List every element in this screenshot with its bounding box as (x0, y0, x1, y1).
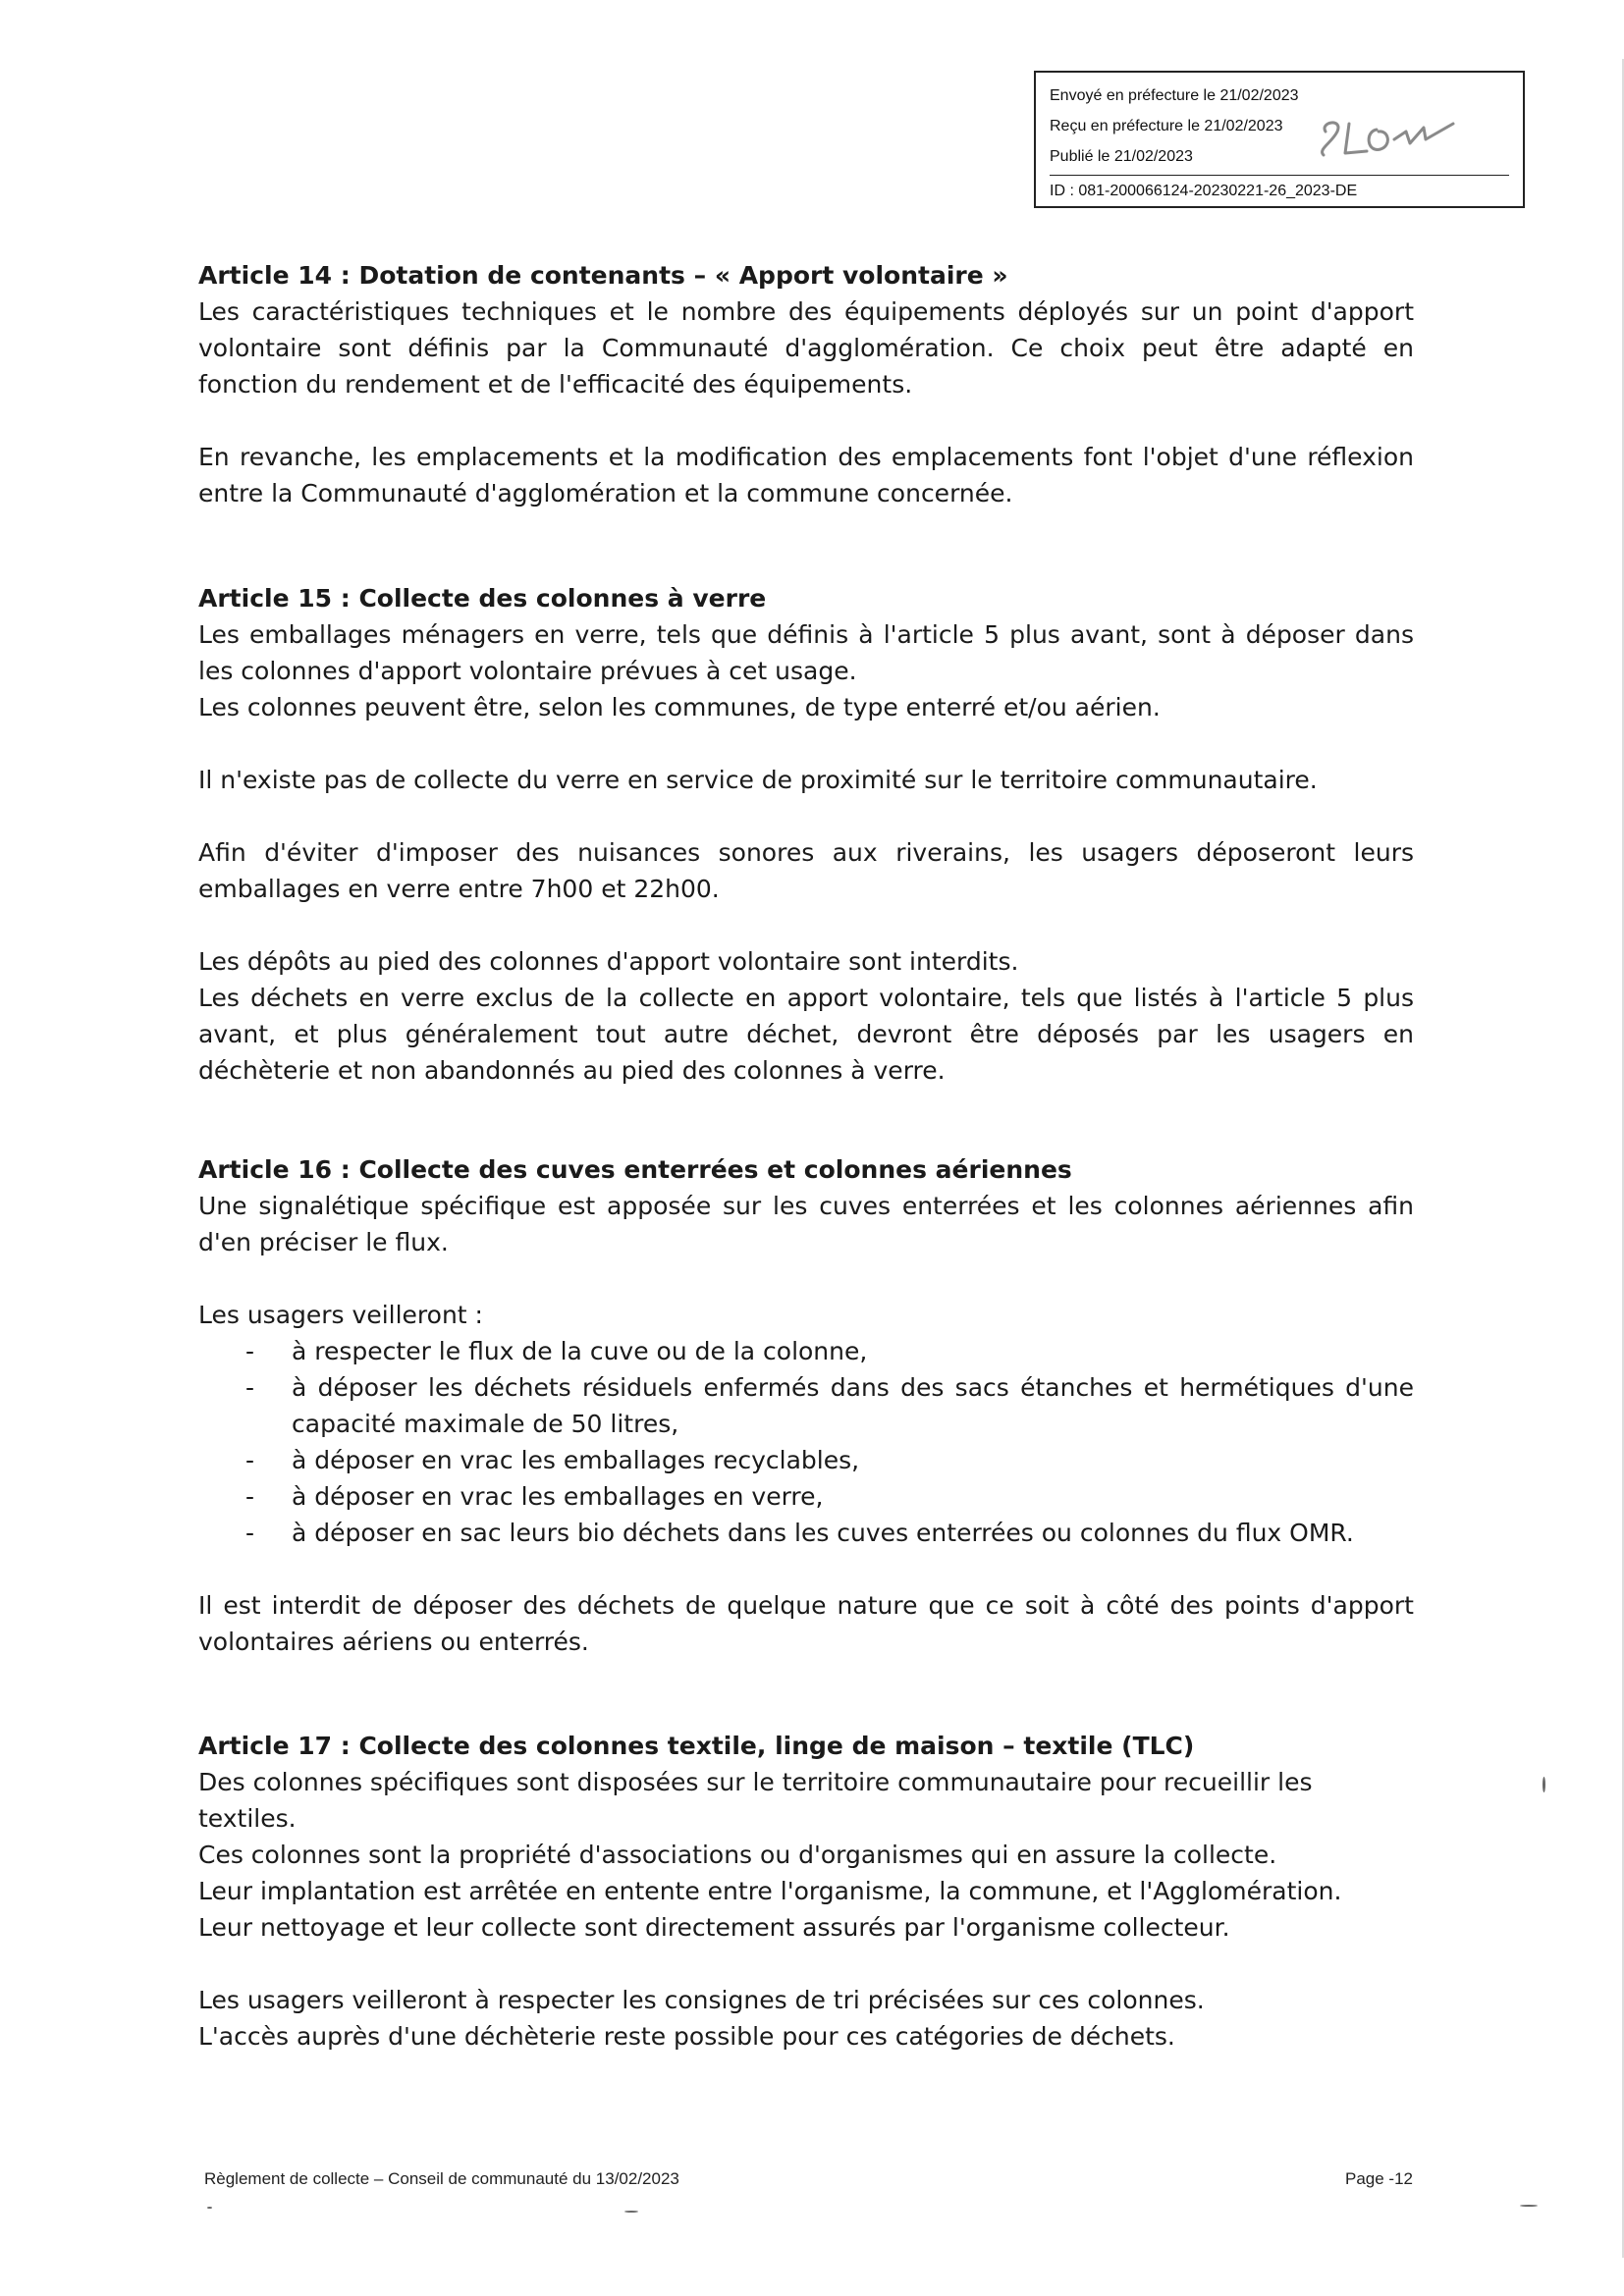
article-16-paragraph: Il est interdit de déposer des déchets de quelque nature que ce soit à côté des points d'apport volontaires aériens ou enterrés. (198, 1591, 1414, 1656)
stamp-id: ID : 081-200066124-20230221-26_2023-DE (1050, 175, 1509, 206)
article-17-paragraph: Leur implantation est arrêtée en entente entre l'organisme, la commune, et l'Agglomération. (198, 1877, 1342, 1905)
article-14-paragraph: Les caractéristiques techniques et le nombre des équipements déployés sur un point d'apport volontaire sont définis par la Communauté d'agglomération. Ce choix peut être adapté en fonction du rendement et de l'efficacité des équipements. (198, 297, 1414, 399)
list-item: - à déposer en vrac les emballages recyclables, (198, 1442, 1414, 1478)
stamp-published: Publié le 21/02/2023 (1050, 148, 1193, 165)
article-17-paragraph: Des colonnes spécifiques sont disposées sur le territoire communautaire pour recueillir les textiles. (198, 1768, 1313, 1833)
article-16-paragraph: Les usagers veilleront : (198, 1301, 483, 1329)
article-15-paragraph: Les colonnes peuvent être, selon les communes, de type enterré et/ou aérien. (198, 693, 1161, 721)
article-15-paragraph: Les emballages ménagers en verre, tels que définis à l'article 5 plus avant, sont à déposer dans les colonnes d'apport volontaire prévues à cet usage. (198, 620, 1414, 685)
stamp-received: Reçu en préfecture le 21/02/2023 (1050, 118, 1283, 134)
article-17-paragraph: L'accès auprès d'une déchèterie reste possible pour ces catégories de déchets. (198, 2022, 1175, 2051)
article-16-list (198, 1333, 1414, 1551)
article-15-paragraph: Il n'existe pas de collecte du verre en service de proximité sur le territoire communautaire. (198, 766, 1318, 794)
article-16-paragraph: Une signalétique spécifique est apposée sur les cuves enterrées et les colonnes aériennes afin d'en préciser le flux. (198, 1192, 1414, 1256)
footer-left: Règlement de collecte – Conseil de communauté du 13/02/2023 (204, 2169, 679, 2188)
article-15-paragraph: Les déchets en verre exclus de la collecte en apport volontaire, tels que listés à l'article 5 plus avant, et plus généralement tout autre déchet, devront être déposés par les usagers en déchèterie et non abandonnés au pied des colonnes à verre. (198, 984, 1414, 1085)
article-17 (198, 1728, 1414, 2055)
scan-speck (624, 2211, 638, 2213)
article-15-paragraph: Les dépôts au pied des colonnes d'apport volontaire sont interdits. (198, 947, 1019, 976)
scan-speck (207, 2207, 212, 2209)
article-17-paragraph: Ces colonnes sont la propriété d'associations ou d'organismes qui en assure la collecte. (198, 1841, 1277, 1869)
article-14-title: Article 14 : Dotation de contenants – « Apport volontaire » (198, 261, 1008, 290)
scan-speck (1520, 2205, 1538, 2207)
signature-mark (1316, 110, 1492, 169)
article-15-paragraph: Afin d'éviter d'imposer des nuisances sonores aux riverains, les usagers déposeront leurs emballages en verre entre 7h00 et 22h00. (198, 838, 1414, 903)
article-15 (198, 580, 1414, 1089)
list-item: - à respecter le flux de la cuve ou de la colonne, (198, 1333, 1414, 1369)
article-16 (198, 1151, 1414, 1660)
scan-speck (1543, 1777, 1545, 1792)
list-item: - à déposer en vrac les emballages en verre, (198, 1478, 1414, 1515)
stamp-sent: Envoyé en préfecture le 21/02/2023 (1050, 87, 1299, 104)
article-17-title: Article 17 : Collecte des colonnes textile, linge de maison – textile (TLC) (198, 1732, 1195, 1760)
article-16-title: Article 16 : Collecte des cuves enterrées et colonnes aériennes (198, 1155, 1072, 1184)
article-17-paragraph: Les usagers veilleront à respecter les consignes de tri précisées sur ces colonnes. (198, 1986, 1205, 2014)
article-17-paragraph: Leur nettoyage et leur collecte sont directement assurés par l'organisme collecteur. (198, 1913, 1230, 1942)
article-14-paragraph: En revanche, les emplacements et la modification des emplacements font l'objet d'une réflexion entre la Communauté d'agglomération et la commune concernée. (198, 443, 1414, 507)
list-item: - à déposer en sac leurs bio déchets dans les cuves enterrées ou colonnes du flux OMR. (198, 1515, 1414, 1551)
article-15-title: Article 15 : Collecte des colonnes à verre (198, 584, 767, 613)
footer-page-number: Page -12 (1345, 2169, 1413, 2188)
article-14 (198, 257, 1414, 511)
list-item: - à déposer les déchets résiduels enfermés dans des sacs étanches et hermétiques d'une capacité maximale de 50 litres, (198, 1369, 1414, 1442)
